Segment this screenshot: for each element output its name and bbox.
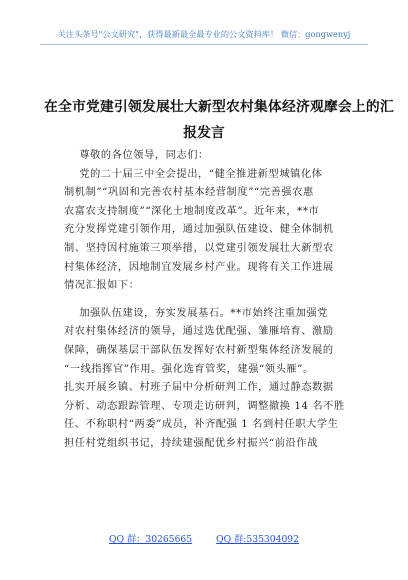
document-title-line-2: 报发言 [183,125,225,141]
body-line: 制、坚持因村施策三项举措，以党建引领发展壮大新型农 [64,242,334,254]
body-line: 充分发挥党建引领作用，通过加强队伍建设、健全体制机 [64,224,334,236]
body-line: 分析、动态跟踪管理、专项走访研判，调整撤换 14 名不胜 [64,400,345,412]
qq-group-link-2[interactable]: QQ 群:535304092 [216,534,299,545]
paragraph-gap [64,296,348,305]
salutation: 尊敬的各位领导，同志们： [64,150,209,161]
body-line: 对农村集体经济的领导，通过选优配强、雏雁培育、激励 [64,326,334,338]
body-line: 党的二十届三中全会提出，“健全推进新型城镇化体 [64,168,323,180]
qq-group-link-1[interactable]: QQ 群：30265665 [108,534,193,545]
body-line: 保障，确保基层干部队伍发挥好农村新型集体经济发展的 [64,344,334,356]
body-line: “一线指挥官”作用。强化选育管奖，建强“领头雁”。 [64,363,314,375]
body-line: 任、不称职村“两委”成员，补齐配强 1 名到村任职大学生 [64,419,339,431]
body-line: 担任村党组织书记，持续建强配优乡村振兴“前沿作战 [64,437,318,449]
body-line: 村集体经济，因地制宜发展乡村产业。现将有关工作进展 [64,261,334,273]
document-body [64,147,348,454]
body-line: 扎实开展乡镇、村班子届中分析研判工作，通过静态数据 [64,382,334,394]
body-line: 农富农支持制度”“深化土地制度改革”。近年来，**市 [64,205,320,217]
body-line: 加强队伍建设，夯实发展基石。**市始终注重加强党 [64,307,329,319]
document-title-line-1: 在全市党建引领发展壮大新型农村集体经济观摩会上的汇 [44,99,394,115]
header-divider [40,44,368,45]
footer [0,532,408,548]
body-line: 情况汇报如下： [64,280,140,292]
promo-banner: 关注头条号"公文研究"，获得最新最全最专业的公文资料库！ 微信：gongwenyj [57,29,351,39]
body-line: 制机制”“巩固和完善农村基本经营制度”“完善强农惠 [64,187,314,199]
